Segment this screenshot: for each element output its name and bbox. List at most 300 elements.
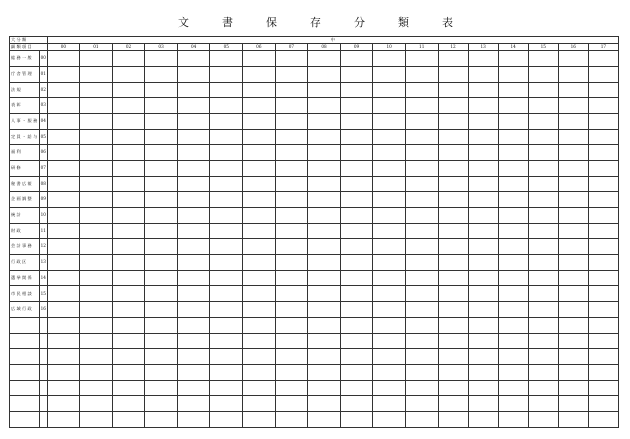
table-cell — [340, 208, 373, 224]
table-cell — [498, 380, 528, 396]
table-cell — [558, 239, 588, 255]
table-cell — [588, 270, 618, 286]
table-cell — [243, 176, 276, 192]
table-cell — [145, 333, 178, 349]
table-cell — [588, 208, 618, 224]
table-cell — [308, 129, 341, 145]
table-cell — [145, 208, 178, 224]
table-cell — [373, 239, 406, 255]
table-cell — [405, 98, 438, 114]
table-cell — [112, 51, 145, 67]
table-cell — [210, 380, 243, 396]
table-cell — [438, 317, 468, 333]
table-cell — [468, 239, 498, 255]
table-cell — [373, 98, 406, 114]
table-cell — [528, 270, 558, 286]
table-cell — [498, 286, 528, 302]
table-row — [10, 82, 619, 98]
table-cell — [528, 208, 558, 224]
row-code: 08 — [40, 176, 48, 192]
table-cell — [528, 333, 558, 349]
table-cell — [80, 270, 113, 286]
table-cell — [275, 113, 308, 129]
table-cell — [438, 380, 468, 396]
row-code — [40, 396, 48, 412]
table-cell — [468, 145, 498, 161]
table-cell — [373, 129, 406, 145]
table-cell — [558, 192, 588, 208]
table-cell — [112, 380, 145, 396]
table-cell — [588, 396, 618, 412]
table-cell — [405, 302, 438, 318]
table-cell — [438, 411, 468, 427]
row-category-name: 選 挙 関 係 — [10, 270, 40, 286]
table-cell — [47, 145, 80, 161]
title-char: 保 — [266, 16, 277, 29]
table-cell — [438, 208, 468, 224]
table-cell — [558, 145, 588, 161]
table-cell — [80, 223, 113, 239]
table-cell — [145, 364, 178, 380]
table-cell — [145, 349, 178, 365]
table-cell — [308, 286, 341, 302]
table-cell — [145, 270, 178, 286]
table-cell — [528, 255, 558, 271]
table-cell — [210, 333, 243, 349]
table-cell — [528, 317, 558, 333]
table-cell — [80, 82, 113, 98]
table-cell — [177, 239, 210, 255]
row-code: 09 — [40, 192, 48, 208]
column-header: 15 — [528, 44, 558, 51]
table-cell — [275, 66, 308, 82]
table-cell — [243, 396, 276, 412]
table-cell — [498, 66, 528, 82]
table-cell — [210, 364, 243, 380]
table-cell — [308, 98, 341, 114]
table-row — [10, 223, 619, 239]
row-category-name: 総 務 一 般 — [10, 51, 40, 67]
table-cell — [210, 255, 243, 271]
row-code — [40, 411, 48, 427]
table-cell — [558, 396, 588, 412]
table-cell — [340, 51, 373, 67]
table-cell — [528, 82, 558, 98]
table-cell — [275, 380, 308, 396]
column-header: 13 — [468, 44, 498, 51]
table-cell — [405, 113, 438, 129]
row-category-name — [10, 396, 40, 412]
table-cell — [405, 223, 438, 239]
table-cell — [243, 66, 276, 82]
table-cell — [47, 380, 80, 396]
table-cell — [468, 349, 498, 365]
table-cell — [145, 302, 178, 318]
table-cell — [47, 349, 80, 365]
table-row — [10, 396, 619, 412]
table-cell — [145, 286, 178, 302]
table-cell — [468, 255, 498, 271]
table-cell — [145, 129, 178, 145]
row-code: 07 — [40, 160, 48, 176]
table-cell — [112, 270, 145, 286]
table-cell — [558, 208, 588, 224]
table-cell — [438, 302, 468, 318]
table-cell — [80, 317, 113, 333]
table-cell — [47, 255, 80, 271]
table-cell — [340, 255, 373, 271]
table-cell — [498, 176, 528, 192]
row-category-name: 市 民 相 談 — [10, 286, 40, 302]
table-cell — [112, 223, 145, 239]
table-cell — [210, 208, 243, 224]
table-cell — [558, 333, 588, 349]
table-cell — [145, 192, 178, 208]
table-cell — [112, 396, 145, 412]
table-cell — [405, 411, 438, 427]
table-cell — [47, 411, 80, 427]
column-header: 11 — [405, 44, 438, 51]
table-cell — [177, 145, 210, 161]
table-cell — [177, 176, 210, 192]
table-cell — [210, 286, 243, 302]
table-cell — [405, 145, 438, 161]
title-char: 書 — [222, 16, 233, 29]
table-cell — [468, 113, 498, 129]
table-cell — [275, 270, 308, 286]
table-cell — [438, 160, 468, 176]
table-cell — [373, 192, 406, 208]
table-cell — [210, 129, 243, 145]
table-cell — [373, 82, 406, 98]
table-cell — [558, 349, 588, 365]
table-cell — [177, 302, 210, 318]
table-cell — [112, 364, 145, 380]
row-category-name: 企 画 調 整 — [10, 192, 40, 208]
table-row — [10, 333, 619, 349]
table-cell — [47, 113, 80, 129]
table-cell — [112, 239, 145, 255]
table-cell — [373, 113, 406, 129]
table-cell — [468, 208, 498, 224]
table-cell — [340, 160, 373, 176]
table-cell — [47, 192, 80, 208]
table-cell — [177, 51, 210, 67]
table-cell — [80, 113, 113, 129]
column-header: 03 — [145, 44, 178, 51]
table-cell — [373, 208, 406, 224]
table-cell — [373, 364, 406, 380]
table-cell — [373, 270, 406, 286]
table-cell — [308, 176, 341, 192]
table-cell — [47, 333, 80, 349]
table-cell — [405, 333, 438, 349]
table-cell — [308, 270, 341, 286]
table-cell — [498, 333, 528, 349]
row-code: 12 — [40, 239, 48, 255]
table-row — [10, 98, 619, 114]
column-header: 05 — [210, 44, 243, 51]
table-cell — [558, 255, 588, 271]
table-cell — [405, 317, 438, 333]
table-cell — [47, 160, 80, 176]
table-cell — [308, 208, 341, 224]
table-cell — [80, 255, 113, 271]
table-cell — [80, 129, 113, 145]
table-cell — [405, 349, 438, 365]
table-cell — [438, 364, 468, 380]
table-cell — [243, 239, 276, 255]
table-cell — [373, 255, 406, 271]
table-cell — [498, 411, 528, 427]
table-cell — [498, 82, 528, 98]
table-cell — [340, 82, 373, 98]
row-code — [40, 333, 48, 349]
table-cell — [373, 286, 406, 302]
table-cell — [498, 192, 528, 208]
table-cell — [243, 286, 276, 302]
table-cell — [275, 208, 308, 224]
table-cell — [405, 192, 438, 208]
table-cell — [468, 192, 498, 208]
table-cell — [112, 192, 145, 208]
title-char: 文 — [178, 16, 189, 29]
table-cell — [243, 317, 276, 333]
table-cell — [145, 113, 178, 129]
table-cell — [47, 208, 80, 224]
row-category-name: 庁 舎 管 理 — [10, 66, 40, 82]
table-row — [10, 380, 619, 396]
table-cell — [340, 192, 373, 208]
table-cell — [275, 160, 308, 176]
table-cell — [558, 176, 588, 192]
table-cell — [340, 364, 373, 380]
table-cell — [340, 239, 373, 255]
table-cell — [468, 270, 498, 286]
table-cell — [145, 255, 178, 271]
row-category-name — [10, 380, 40, 396]
table-cell — [47, 98, 80, 114]
table-cell — [405, 270, 438, 286]
table-cell — [80, 396, 113, 412]
table-row — [10, 66, 619, 82]
table-row — [10, 317, 619, 333]
table-cell — [243, 349, 276, 365]
table-cell — [588, 302, 618, 318]
table-cell — [145, 82, 178, 98]
table-cell — [438, 145, 468, 161]
table-cell — [588, 145, 618, 161]
table-cell — [373, 317, 406, 333]
table-cell — [468, 302, 498, 318]
table-cell — [528, 145, 558, 161]
table-cell — [498, 51, 528, 67]
table-cell — [112, 113, 145, 129]
row-category-name: 人 事 ・ 服 務 — [10, 113, 40, 129]
row-code: 10 — [40, 208, 48, 224]
table-cell — [210, 176, 243, 192]
table-cell — [498, 255, 528, 271]
table-cell — [210, 317, 243, 333]
table-cell — [210, 66, 243, 82]
table-cell — [558, 223, 588, 239]
table-cell — [558, 380, 588, 396]
column-header: 06 — [243, 44, 276, 51]
table-cell — [47, 396, 80, 412]
table-cell — [177, 317, 210, 333]
table-cell — [243, 270, 276, 286]
row-category-name: 表 彰 — [10, 98, 40, 114]
table-cell — [145, 396, 178, 412]
table-cell — [243, 411, 276, 427]
table-cell — [528, 239, 558, 255]
table-cell — [210, 160, 243, 176]
table-cell — [558, 270, 588, 286]
table-cell — [340, 411, 373, 427]
table-cell — [308, 66, 341, 82]
table-cell — [47, 176, 80, 192]
table-cell — [243, 160, 276, 176]
table-cell — [177, 270, 210, 286]
table-cell — [275, 317, 308, 333]
chu-label: 中 — [47, 37, 618, 44]
table-cell — [405, 129, 438, 145]
table-cell — [80, 176, 113, 192]
table-cell — [498, 317, 528, 333]
table-cell — [80, 333, 113, 349]
table-cell — [528, 364, 558, 380]
table-cell — [438, 129, 468, 145]
row-category-name — [10, 411, 40, 427]
table-cell — [405, 380, 438, 396]
table-cell — [112, 129, 145, 145]
table-cell — [210, 270, 243, 286]
row-category-name: 広 域 行 政 — [10, 302, 40, 318]
table-cell — [145, 66, 178, 82]
table-cell — [243, 98, 276, 114]
row-code: 04 — [40, 113, 48, 129]
table-cell — [588, 333, 618, 349]
table-cell — [308, 255, 341, 271]
table-cell — [210, 396, 243, 412]
table-cell — [528, 286, 558, 302]
table-cell — [438, 192, 468, 208]
table-cell — [588, 51, 618, 67]
table-cell — [112, 160, 145, 176]
table-cell — [405, 160, 438, 176]
table-cell — [498, 302, 528, 318]
table-cell — [528, 129, 558, 145]
table-cell — [145, 239, 178, 255]
document-title — [0, 14, 630, 34]
table-cell — [308, 364, 341, 380]
table-cell — [373, 380, 406, 396]
table-cell — [438, 223, 468, 239]
table-cell — [275, 349, 308, 365]
row-category-name: 会 計 事 務 — [10, 239, 40, 255]
table-cell — [438, 286, 468, 302]
table-cell — [145, 98, 178, 114]
dai-label: 大 分 類 — [10, 37, 48, 44]
table-cell — [177, 113, 210, 129]
table-cell — [373, 396, 406, 412]
row-code: 16 — [40, 302, 48, 318]
table-cell — [405, 239, 438, 255]
table-cell — [112, 208, 145, 224]
table-cell — [243, 302, 276, 318]
header-row-top — [10, 37, 619, 44]
table-cell — [498, 364, 528, 380]
table-cell — [498, 239, 528, 255]
table-cell — [498, 270, 528, 286]
table-cell — [498, 160, 528, 176]
table-cell — [558, 98, 588, 114]
row-code: 02 — [40, 82, 48, 98]
table-cell — [373, 145, 406, 161]
row-category-name: 研 修 — [10, 160, 40, 176]
table-cell — [80, 160, 113, 176]
table-cell — [145, 145, 178, 161]
table-cell — [588, 82, 618, 98]
row-code: 03 — [40, 98, 48, 114]
table-cell — [468, 364, 498, 380]
table-cell — [588, 317, 618, 333]
table-cell — [275, 129, 308, 145]
table-cell — [340, 302, 373, 318]
table-cell — [558, 317, 588, 333]
table-cell — [177, 255, 210, 271]
table-cell — [528, 160, 558, 176]
table-cell — [275, 364, 308, 380]
table-cell — [275, 333, 308, 349]
table-cell — [177, 66, 210, 82]
column-header: 01 — [80, 44, 113, 51]
table-cell — [468, 82, 498, 98]
table-cell — [275, 223, 308, 239]
table-cell — [588, 98, 618, 114]
table-cell — [340, 66, 373, 82]
table-cell — [112, 98, 145, 114]
row-code: 05 — [40, 129, 48, 145]
table-cell — [275, 255, 308, 271]
table-cell — [373, 66, 406, 82]
table-cell — [558, 411, 588, 427]
row-category-name — [10, 333, 40, 349]
table-cell — [308, 160, 341, 176]
table-cell — [528, 192, 558, 208]
table-cell — [80, 192, 113, 208]
table-row — [10, 145, 619, 161]
table-cell — [145, 223, 178, 239]
table-cell — [373, 176, 406, 192]
title-char: 表 — [442, 16, 453, 29]
table-cell — [528, 411, 558, 427]
table-cell — [47, 129, 80, 145]
table-cell — [275, 176, 308, 192]
table-cell — [145, 160, 178, 176]
title-char: 分 — [354, 16, 365, 29]
table-cell — [528, 51, 558, 67]
table-cell — [373, 51, 406, 67]
table-row — [10, 176, 619, 192]
table-row — [10, 270, 619, 286]
table-cell — [210, 113, 243, 129]
table-cell — [177, 396, 210, 412]
column-header: 08 — [308, 44, 341, 51]
row-code — [40, 349, 48, 365]
table-cell — [308, 239, 341, 255]
table-cell — [210, 239, 243, 255]
